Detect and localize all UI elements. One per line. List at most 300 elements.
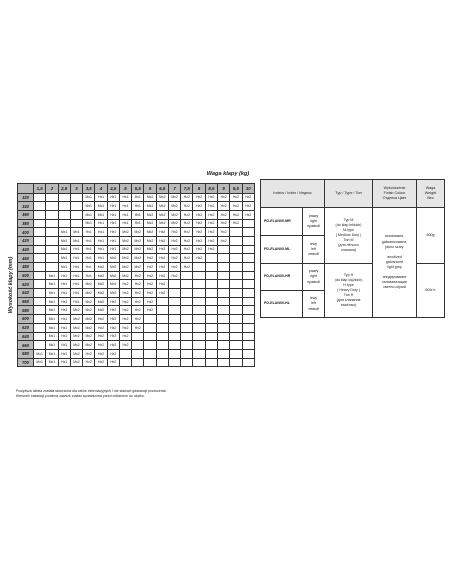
- matrix-cell: Mx1: [83, 202, 95, 211]
- weight-header-cell: 6,5: [156, 184, 168, 194]
- height-label: 460: [18, 254, 34, 263]
- matrix-cell: Hx2: [132, 306, 144, 315]
- matrix-cell: Mx2: [119, 263, 131, 272]
- matrix-cell: Mx1: [95, 202, 107, 211]
- matrix-row: [18, 202, 255, 211]
- matrix-row: [18, 306, 255, 315]
- matrix-cell: Mx2: [95, 289, 107, 298]
- matrix-cell: Hx1: [58, 306, 70, 315]
- matrix-cell-empty: [193, 323, 205, 332]
- matrix-cell-empty: [242, 306, 254, 315]
- matrix-cell: Hx2: [242, 202, 254, 211]
- matrix-cell-empty: [242, 236, 254, 245]
- matrix-cell-empty: [230, 263, 242, 272]
- matrix-cell: Hx2: [83, 358, 95, 367]
- matrix-cell: Hx1: [58, 315, 70, 324]
- matrix-cell-empty: [132, 349, 144, 358]
- matrix-cell-empty: [193, 297, 205, 306]
- matrix-cell-empty: [34, 323, 46, 332]
- product-index: PD-ELAN00-ML: [261, 236, 303, 264]
- matrix-cell: Mx2: [70, 358, 82, 367]
- matrix-cell: Hx1: [70, 297, 82, 306]
- matrix-cell-empty: [58, 193, 70, 202]
- matrix-cell: Hx1: [83, 245, 95, 254]
- height-label: 620: [18, 323, 34, 332]
- weight-header-cell: 3: [70, 184, 82, 194]
- matrix-cell: Hx2: [181, 245, 193, 254]
- weight-header-cell: 10: [242, 184, 254, 194]
- weight-header: Waga Weight Вес: [417, 180, 445, 208]
- matrix-cell-empty: [205, 271, 217, 280]
- height-label: 660: [18, 341, 34, 350]
- height-label: 480: [18, 263, 34, 272]
- matrix-cell: Hx1: [83, 263, 95, 272]
- matrix-cell: Hx2: [181, 254, 193, 263]
- matrix-cell: Mx1: [70, 228, 82, 237]
- matrix-cell-empty: [34, 219, 46, 228]
- matrix-cell: Mx2: [107, 271, 119, 280]
- matrix-cell: Mx2: [156, 210, 168, 219]
- matrix-cell: Hx1: [70, 263, 82, 272]
- matrix-cell-empty: [242, 219, 254, 228]
- matrix-cell: Hx2: [242, 193, 254, 202]
- product-side: prawy right правый: [303, 208, 325, 236]
- matrix-cell: Hx2: [217, 193, 229, 202]
- matrix-cell: Mx2: [168, 193, 180, 202]
- matrix-cell: Hx2: [156, 245, 168, 254]
- matrix-cell: Mx1: [46, 341, 58, 350]
- index-header: Indeks / Index / Индекс: [261, 180, 325, 208]
- matrix-cell: Hx2: [156, 228, 168, 237]
- matrix-cell-empty: [230, 289, 242, 298]
- matrix-cell-empty: [58, 219, 70, 228]
- matrix-cell: Hx1: [107, 228, 119, 237]
- matrix-cell: Hx2: [205, 236, 217, 245]
- matrix-cell-empty: [217, 349, 229, 358]
- matrix-cell: Mx1: [46, 297, 58, 306]
- matrix-row: [18, 263, 255, 272]
- matrix-cell-empty: [230, 245, 242, 254]
- matrix-cell-empty: [144, 358, 156, 367]
- matrix-cell: Hx1: [119, 202, 131, 211]
- matrix-cell: Mx1: [70, 236, 82, 245]
- height-label: 580: [18, 306, 34, 315]
- matrix-cell: Mx2: [95, 280, 107, 289]
- matrix-row: [18, 289, 255, 298]
- matrix-cell: Hx2: [95, 349, 107, 358]
- matrix-cell: Hx2: [107, 297, 119, 306]
- matrix-cell-empty: [193, 341, 205, 350]
- matrix-cell: Mx1: [46, 315, 58, 324]
- matrix-cell-empty: [46, 236, 58, 245]
- matrix-cell-empty: [46, 210, 58, 219]
- height-label: 420: [18, 236, 34, 245]
- matrix-cell: Hx1: [119, 219, 131, 228]
- matrix-body: [18, 193, 255, 367]
- matrix-cell-empty: [181, 297, 193, 306]
- matrix-cell: Hx2: [95, 323, 107, 332]
- matrix-cell-empty: [230, 349, 242, 358]
- matrix-cell: Hx1: [95, 193, 107, 202]
- matrix-cell-empty: [181, 306, 193, 315]
- matrix-cell: Hx2: [168, 271, 180, 280]
- matrix-cell: Hx1: [70, 289, 82, 298]
- matrix-cell: Hx2: [83, 349, 95, 358]
- matrix-cell-empty: [132, 358, 144, 367]
- matrix-cell: Mx1: [83, 193, 95, 202]
- notes: [16, 389, 286, 399]
- matrix-cell-empty: [193, 271, 205, 280]
- matrix-cell-empty: [242, 228, 254, 237]
- matrix-cell: Hx2: [181, 202, 193, 211]
- matrix-cell: Hx2: [217, 236, 229, 245]
- matrix-cell: Mx2: [144, 236, 156, 245]
- matrix-cell: Hx2: [193, 254, 205, 263]
- matrix-cell-empty: [193, 263, 205, 272]
- matrix-cell: Mx1: [83, 219, 95, 228]
- height-label: 360: [18, 210, 34, 219]
- height-axis-title: Wysokość klapy (mm): [8, 256, 14, 314]
- matrix-cell: Hx2: [181, 263, 193, 272]
- matrix-cell: Hx1: [132, 193, 144, 202]
- matrix-cell: Mx2: [83, 280, 95, 289]
- matrix-cell: Hx2: [181, 228, 193, 237]
- product-index: PD-ELAN00-HR: [261, 264, 303, 291]
- height-label: 500: [18, 271, 34, 280]
- matrix-cell: Mx2: [144, 228, 156, 237]
- matrix-cell: Hx2: [119, 332, 131, 341]
- matrix-cell: Hx2: [144, 271, 156, 280]
- matrix-cell-empty: [242, 341, 254, 350]
- matrix-cell-empty: [181, 341, 193, 350]
- height-label: 440: [18, 245, 34, 254]
- matrix-row: [18, 349, 255, 358]
- matrix-cell: Hx1: [70, 254, 82, 263]
- height-label: 380: [18, 219, 34, 228]
- finish-header: Wykończenie Finish Colour Отделка Цвет: [373, 180, 417, 208]
- matrix-cell: Hx1: [70, 280, 82, 289]
- matrix-cell: Hx1: [58, 332, 70, 341]
- matrix-cell: Hx2: [168, 228, 180, 237]
- matrix-cell-empty: [205, 315, 217, 324]
- matrix-cell-empty: [156, 332, 168, 341]
- matrix-cell: Hx2: [193, 236, 205, 245]
- matrix-cell-empty: [168, 323, 180, 332]
- matrix-cell: Mx2: [119, 245, 131, 254]
- matrix-cell: Mx2: [70, 341, 82, 350]
- matrix-cell-empty: [132, 332, 144, 341]
- matrix-row: [18, 297, 255, 306]
- matrix-cell: Hx1: [95, 236, 107, 245]
- type-header: Typ / Type / Тип: [325, 180, 373, 208]
- matrix-cell: Mx2: [119, 271, 131, 280]
- matrix-cell-empty: [46, 228, 58, 237]
- matrix-cell: Hx2: [95, 358, 107, 367]
- matrix-cell-empty: [181, 332, 193, 341]
- product-side: prawy right правый: [303, 264, 325, 291]
- matrix-cell: Mx2: [168, 219, 180, 228]
- matrix-cell-empty: [58, 202, 70, 211]
- matrix-cell: Hx2: [205, 219, 217, 228]
- matrix-cell-empty: [181, 289, 193, 298]
- matrix-cell: Mx1: [46, 358, 58, 367]
- matrix-cell: Hx2: [95, 315, 107, 324]
- matrix-cell: Mx2: [107, 263, 119, 272]
- matrix-cell: Mx2: [70, 315, 82, 324]
- matrix-row: [18, 228, 255, 237]
- matrix-cell-empty: [242, 254, 254, 263]
- matrix-cell: Mx1: [58, 228, 70, 237]
- type-h-cell: Typ H (do klap ciężkich) H-type ( Heavy Duty ) Тип Н (для клапанов тяжёлых): [325, 264, 373, 318]
- matrix-cell-empty: [230, 315, 242, 324]
- matrix-cell-empty: [34, 193, 46, 202]
- matrix-cell: Hx2: [132, 271, 144, 280]
- matrix-cell: Hx2: [107, 358, 119, 367]
- matrix-cell-empty: [217, 289, 229, 298]
- matrix-cell: Hx2: [168, 263, 180, 272]
- matrix-cell-empty: [34, 202, 46, 211]
- matrix-cell-empty: [230, 332, 242, 341]
- matrix-cell: Mx1: [46, 271, 58, 280]
- matrix-cell: Hx2: [156, 236, 168, 245]
- finish-cell: anodowane, galwanizowane, jasno szary anodized galvanized light grey анодирование гальванизация светло-серый: [373, 208, 417, 318]
- matrix-cell: Hx2: [132, 323, 144, 332]
- weight-header-cell: 7: [168, 184, 180, 194]
- matrix-cell: Mx2: [119, 228, 131, 237]
- matrix-cell: Mx2: [168, 202, 180, 211]
- matrix-cell: Hx2: [181, 193, 193, 202]
- matrix-cell: Mx2: [119, 236, 131, 245]
- matrix-cell: Hx1: [95, 254, 107, 263]
- matrix-cell-empty: [217, 358, 229, 367]
- height-label: 320: [18, 193, 34, 202]
- matrix-cell-empty: [217, 263, 229, 272]
- matrix-cell: Hx2: [230, 219, 242, 228]
- matrix-cell-empty: [205, 358, 217, 367]
- matrix-cell: Mx1: [46, 280, 58, 289]
- matrix-row: [18, 236, 255, 245]
- matrix-cell: Mx2: [144, 245, 156, 254]
- matrix-cell-empty: [205, 332, 217, 341]
- matrix-cell: Hx2: [119, 306, 131, 315]
- matrix-cell: Hx1: [83, 254, 95, 263]
- height-label: 680: [18, 349, 34, 358]
- height-label: 520: [18, 280, 34, 289]
- matrix-cell: Mx1: [46, 332, 58, 341]
- weight-axis-title: Waga klapy (kg): [206, 171, 250, 177]
- matrix-cell-empty: [181, 280, 193, 289]
- matrix-cell: Mx2: [156, 202, 168, 211]
- height-label: 700: [18, 358, 34, 367]
- matrix-cell-empty: [217, 271, 229, 280]
- matrix-cell-empty: [144, 349, 156, 358]
- weight-header-cell: 9,5: [230, 184, 242, 194]
- matrix-cell: Hx2: [156, 289, 168, 298]
- matrix-cell: Hx2: [193, 219, 205, 228]
- matrix-cell: Hx2: [168, 254, 180, 263]
- note-line: Kierunek instalacji powinna zawsze zostać sprawdzona przed oddaniem do użytku.: [16, 394, 145, 399]
- matrix-cell-empty: [34, 245, 46, 254]
- product-side: lewy left левый: [303, 236, 325, 264]
- matrix-cell-empty: [156, 349, 168, 358]
- matrix-cell: Hx2: [144, 297, 156, 306]
- matrix-cell: Hx2: [95, 341, 107, 350]
- matrix-cell: Hx2: [217, 210, 229, 219]
- height-label: 340: [18, 202, 34, 211]
- matrix-cell: Hx2: [205, 193, 217, 202]
- matrix-cell: Hx1: [107, 210, 119, 219]
- matrix-cell: Mx2: [107, 254, 119, 263]
- matrix-cell: Hx1: [58, 358, 70, 367]
- matrix-cell: Mx2: [144, 193, 156, 202]
- matrix-cell: Mx2: [168, 210, 180, 219]
- matrix-cell-empty: [156, 297, 168, 306]
- matrix-cell-empty: [34, 210, 46, 219]
- weight-header-row: [18, 184, 255, 194]
- matrix-cell: Hx1: [95, 228, 107, 237]
- weight-header-cell: 4,5: [107, 184, 119, 194]
- matrix-cell: Hx1: [132, 219, 144, 228]
- matrix-cell-empty: [156, 315, 168, 324]
- matrix-cell-empty: [230, 236, 242, 245]
- matrix-cell-empty: [70, 210, 82, 219]
- matrix-cell-empty: [144, 323, 156, 332]
- matrix-cell-empty: [168, 332, 180, 341]
- matrix-cell-empty: [70, 193, 82, 202]
- matrix-cell: Hx2: [144, 289, 156, 298]
- matrix-cell: Mx1: [58, 236, 70, 245]
- matrix-cell-empty: [119, 358, 131, 367]
- matrix-cell: Hx2: [230, 193, 242, 202]
- matrix-cell: Hx1: [70, 245, 82, 254]
- matrix-cell: Hx2: [132, 280, 144, 289]
- matrix-cell: Mx2: [70, 306, 82, 315]
- matrix-cell: Mx2: [83, 289, 95, 298]
- matrix-cell-empty: [230, 341, 242, 350]
- type-m-cell: Typ M (do klap lekkich) M-type ( Medium Duty ) Тип М (для лёгкого клапана): [325, 208, 373, 264]
- matrix-cell: Hx1: [83, 228, 95, 237]
- matrix-cell-empty: [230, 254, 242, 263]
- corner-cell: [18, 184, 34, 194]
- matrix-cell: Hx2: [217, 219, 229, 228]
- matrix-cell-empty: [217, 323, 229, 332]
- matrix-cell: Hx2: [168, 236, 180, 245]
- matrix-row: [18, 210, 255, 219]
- matrix-cell: Mx1: [46, 289, 58, 298]
- matrix-cell-empty: [242, 263, 254, 272]
- matrix-cell-empty: [217, 254, 229, 263]
- matrix-cell: Mx1: [95, 210, 107, 219]
- matrix-cell: Hx2: [205, 210, 217, 219]
- matrix-cell: Hx2: [193, 245, 205, 254]
- matrix-row: [18, 254, 255, 263]
- matrix-cell: Hx2: [242, 210, 254, 219]
- matrix-cell: Hx2: [144, 254, 156, 263]
- matrix-cell: Mx1: [58, 245, 70, 254]
- matrix-cell: Mx1: [46, 306, 58, 315]
- matrix-row: [18, 323, 255, 332]
- matrix-cell-empty: [70, 219, 82, 228]
- selection-matrix: [17, 183, 255, 367]
- matrix-cell: Hx2: [217, 228, 229, 237]
- matrix-cell-empty: [205, 349, 217, 358]
- matrix-cell-empty: [181, 358, 193, 367]
- matrix-cell-empty: [230, 280, 242, 289]
- matrix-row: [18, 280, 255, 289]
- matrix-cell-empty: [46, 245, 58, 254]
- matrix-cell: Mx1: [34, 349, 46, 358]
- matrix-cell-empty: [205, 289, 217, 298]
- matrix-cell-empty: [34, 263, 46, 272]
- matrix-cell-empty: [34, 228, 46, 237]
- matrix-cell: Mx2: [70, 349, 82, 358]
- matrix-cell-empty: [242, 323, 254, 332]
- matrix-cell: Hx2: [193, 202, 205, 211]
- matrix-cell-empty: [156, 358, 168, 367]
- matrix-cell: Mx2: [95, 263, 107, 272]
- matrix-cell: Hx2: [205, 228, 217, 237]
- matrix-cell: Mx2: [119, 254, 131, 263]
- matrix-cell-empty: [205, 280, 217, 289]
- matrix-cell: Mx2: [144, 210, 156, 219]
- matrix-cell: Mx2: [83, 341, 95, 350]
- weight-header-cell: 8: [193, 184, 205, 194]
- matrix-cell-empty: [34, 332, 46, 341]
- matrix-cell-empty: [34, 254, 46, 263]
- height-label: 560: [18, 297, 34, 306]
- height-label: 640: [18, 332, 34, 341]
- product-table: [260, 179, 445, 318]
- weight-header-cell: 5: [119, 184, 131, 194]
- matrix-cell-empty: [242, 245, 254, 254]
- matrix-cell: Hx2: [156, 254, 168, 263]
- matrix-cell: Mx2: [107, 280, 119, 289]
- matrix-cell: Hx2: [132, 315, 144, 324]
- matrix-cell: Hx2: [107, 349, 119, 358]
- matrix-cell-empty: [230, 323, 242, 332]
- matrix-cell: Hx1: [119, 210, 131, 219]
- height-label: 400: [18, 228, 34, 237]
- matrix-cell-empty: [46, 254, 58, 263]
- matrix-cell-empty: [156, 323, 168, 332]
- matrix-cell: Mx2: [95, 306, 107, 315]
- matrix-cell-empty: [34, 271, 46, 280]
- matrix-cell-empty: [193, 358, 205, 367]
- matrix-cell: Hx2: [156, 280, 168, 289]
- matrix-cell-empty: [205, 306, 217, 315]
- matrix-cell-empty: [156, 306, 168, 315]
- weight-header-cell: 3,5: [83, 184, 95, 194]
- height-label: 540: [18, 289, 34, 298]
- matrix-cell: Hx1: [58, 271, 70, 280]
- matrix-cell: Mx2: [107, 289, 119, 298]
- matrix-cell: Mx2: [70, 323, 82, 332]
- matrix-cell: Hx2: [193, 193, 205, 202]
- matrix-row: [18, 245, 255, 254]
- matrix-cell-empty: [217, 245, 229, 254]
- matrix-cell: Hx2: [132, 289, 144, 298]
- matrix-cell-empty: [181, 323, 193, 332]
- matrix-cell: Hx2: [119, 315, 131, 324]
- matrix-cell: Hx2: [230, 210, 242, 219]
- matrix-cell: Mx2: [70, 332, 82, 341]
- matrix-cell: Hx2: [217, 202, 229, 211]
- matrix-cell: Hx2: [144, 280, 156, 289]
- matrix-cell: Hx2: [168, 245, 180, 254]
- matrix-row: [18, 332, 255, 341]
- matrix-cell: Hx2: [95, 332, 107, 341]
- weight-header-cell: 4: [95, 184, 107, 194]
